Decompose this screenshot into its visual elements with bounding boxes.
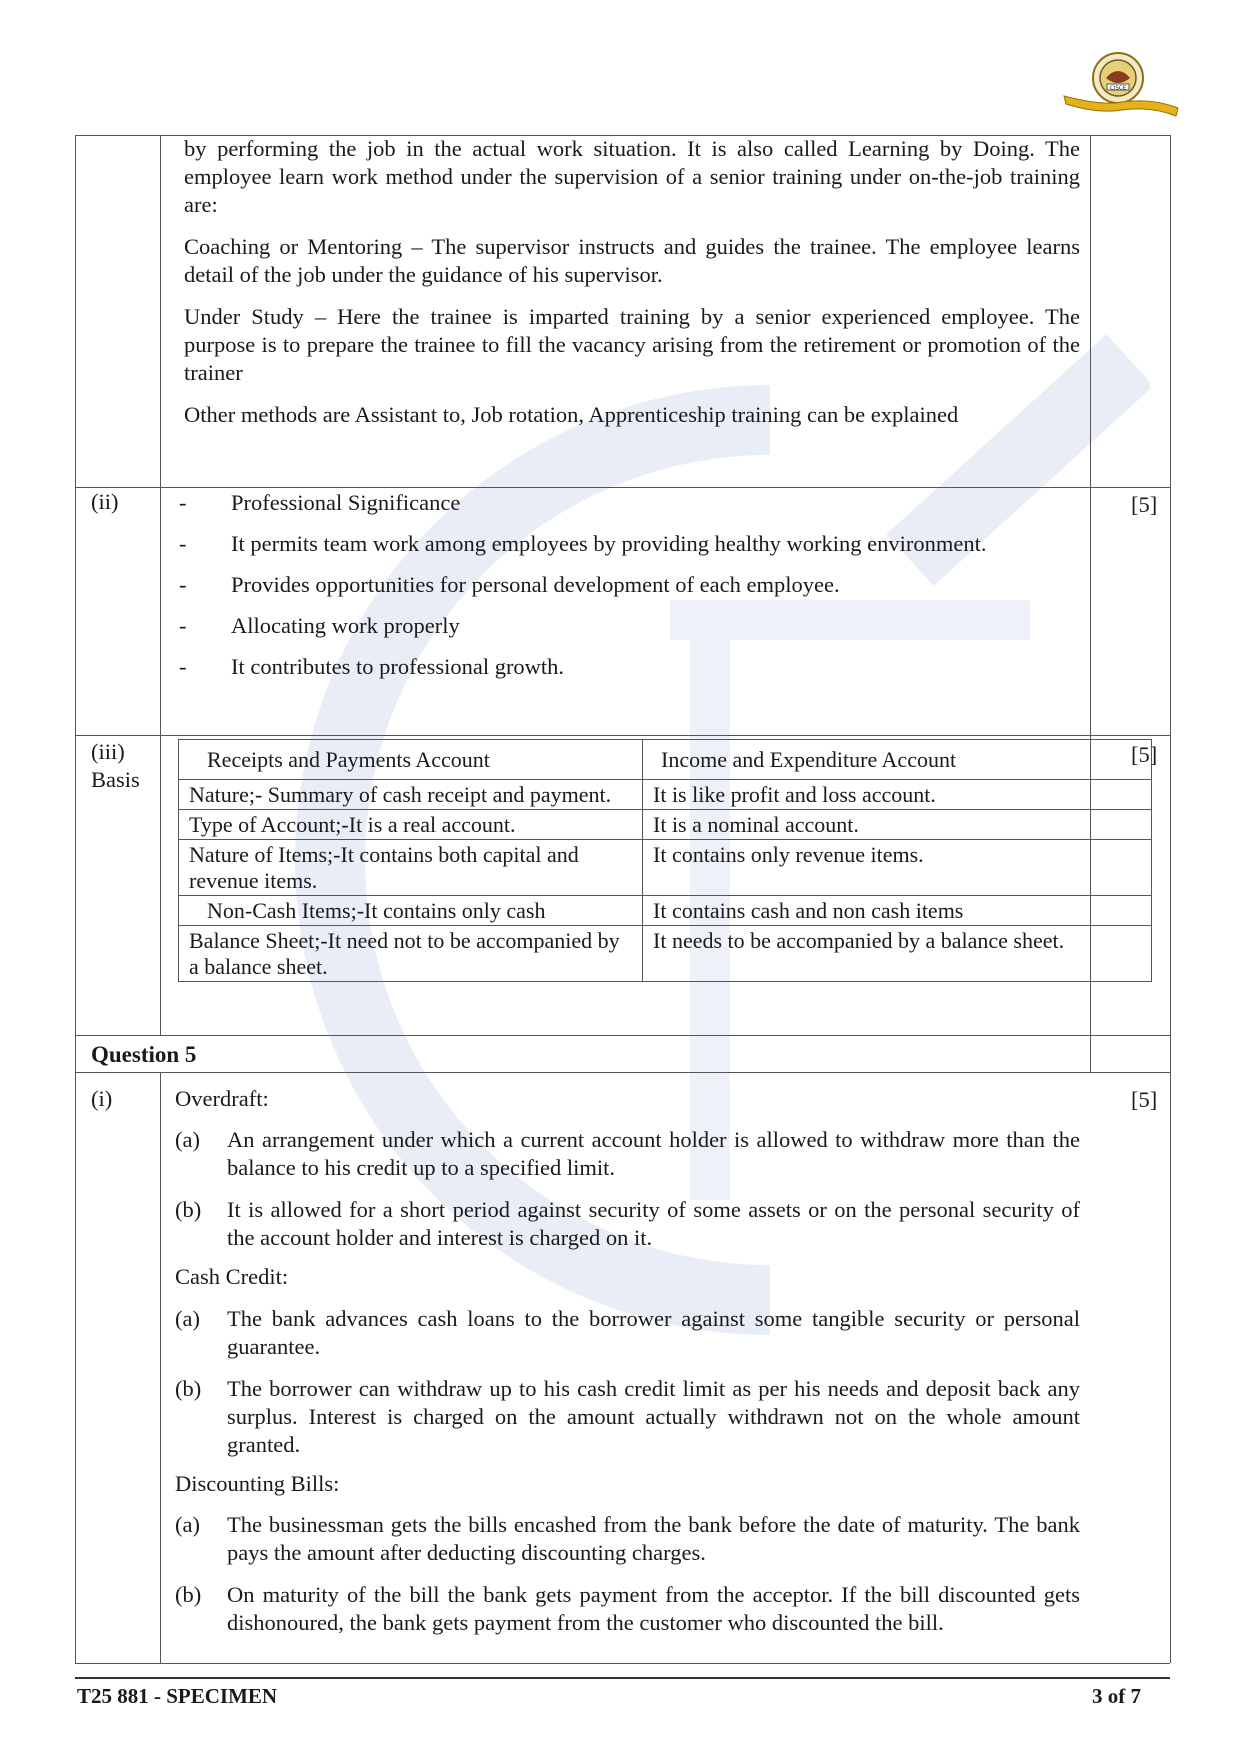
list-item: (a) The bank advances cash loans to the borrower against some tangible security or personal guarantee. bbox=[175, 1306, 1080, 1359]
table-cell: It needs to be accompanied by a balance sheet. bbox=[643, 926, 1152, 982]
table-cell: It contains only revenue items. bbox=[643, 840, 1152, 896]
footer-code: T25 881 - SPECIMEN bbox=[77, 1684, 278, 1708]
cisce-logo bbox=[1062, 48, 1180, 126]
cash-credit-heading: Cash Credit: bbox=[175, 1264, 289, 1289]
list-item: - Allocating work properly bbox=[179, 613, 460, 638]
list-item: - It contributes to professional growth. bbox=[179, 654, 565, 679]
question-5-title: Question 5 bbox=[91, 1042, 197, 1067]
part-iii-basis: Basis bbox=[91, 767, 140, 792]
answer-table bbox=[75, 135, 1170, 1663]
list-item: - Professional Significance bbox=[179, 490, 461, 515]
footer-divider bbox=[75, 1677, 1170, 1679]
table-cell: It is a nominal account. bbox=[643, 810, 1152, 840]
part-iii-number: (iii) bbox=[91, 739, 125, 764]
list-item: (b) On maturity of the bill the bank gets payment from the acceptor. If the bill discounted gets dishonoured, the bank gets payment from the customer who discounted the bill. bbox=[175, 1582, 1080, 1635]
table-cell: Balance Sheet;-It need not to be accompanied by a balance sheet. bbox=[179, 926, 643, 982]
header-income-expenditure: Income and Expenditure Account bbox=[643, 740, 1152, 780]
part-iii-label bbox=[91, 738, 140, 794]
paragraph: Other methods are Assistant to, Job rotation, Apprenticeship training can be explained bbox=[184, 402, 959, 427]
header-receipts-payments: Receipts and Payments Account bbox=[179, 740, 643, 780]
paragraph: Under Study – Here the trainee is imparted training by a senior experienced employee. The purpose is to prepare the trainee to fill the vacancy arising from the retirement or promotion of the trainer bbox=[184, 304, 1080, 385]
comparison-table bbox=[178, 739, 1152, 982]
paragraph: by performing the job in the actual work situation. It is also called Learning by Doing. The employee learn work method under the supervision of a senior training under on-the-job training are: bbox=[184, 136, 1080, 217]
table-cell: Non-Cash Items;-It contains only cash bbox=[179, 896, 643, 926]
table-row bbox=[179, 840, 1152, 896]
list-item: - It permits team work among employees by providing healthy working environment. bbox=[179, 531, 987, 556]
table-row bbox=[179, 896, 1152, 926]
part-ii-marks: [5] bbox=[1131, 492, 1158, 517]
table-header-row bbox=[179, 740, 1152, 780]
table-cell: It contains cash and non cash items bbox=[643, 896, 1152, 926]
list-item: (b) It is allowed for a short period against security of some assets or on the personal security of the account holder and interest is charged on it. bbox=[175, 1197, 1080, 1250]
list-item: (b) The borrower can withdraw up to his cash credit limit as per his needs and deposit back any surplus. Interest is charged on the amount actually withdrawn not on the whole amount granted. bbox=[175, 1376, 1080, 1457]
table-row bbox=[179, 780, 1152, 810]
logo-text: CISCE bbox=[1109, 85, 1127, 92]
continuation-text bbox=[184, 135, 1080, 443]
q5-part-i-marks: [5] bbox=[1131, 1087, 1158, 1112]
part-ii-bullet-list bbox=[179, 490, 1159, 695]
list-item: (a) The businessman gets the bills encashed from the bank before the date of maturity. The bank pays the amount after deducting discounting charges. bbox=[175, 1512, 1080, 1565]
discounting-bills-heading: Discounting Bills: bbox=[175, 1471, 340, 1496]
part-ii-label: (ii) bbox=[91, 489, 119, 514]
table-row bbox=[179, 926, 1152, 982]
table-cell: It is like profit and loss account. bbox=[643, 780, 1152, 810]
list-item: - Provides opportunities for personal development of each employee. bbox=[179, 572, 840, 597]
part-iii-marks: [5] bbox=[1131, 742, 1158, 767]
table-cell: Type of Account;-It is a real account. bbox=[179, 810, 643, 840]
footer-page-number: 3 of 7 bbox=[1092, 1684, 1141, 1708]
q5-part-i-label: (i) bbox=[91, 1086, 113, 1111]
paragraph: Coaching or Mentoring – The supervisor instructs and guides the trainee. The employee learns detail of the job under the guidance of his supervisor. bbox=[184, 234, 1080, 287]
table-cell: Nature;- Summary of cash receipt and payment. bbox=[179, 780, 643, 810]
overdraft-heading: Overdraft: bbox=[175, 1086, 269, 1111]
list-item: (a) An arrangement under which a current account holder is allowed to withdraw more than the balance to his credit up to a specified limit. bbox=[175, 1127, 1080, 1180]
table-row bbox=[179, 810, 1152, 840]
table-cell: Nature of Items;-It contains both capital and revenue items. bbox=[179, 840, 643, 896]
